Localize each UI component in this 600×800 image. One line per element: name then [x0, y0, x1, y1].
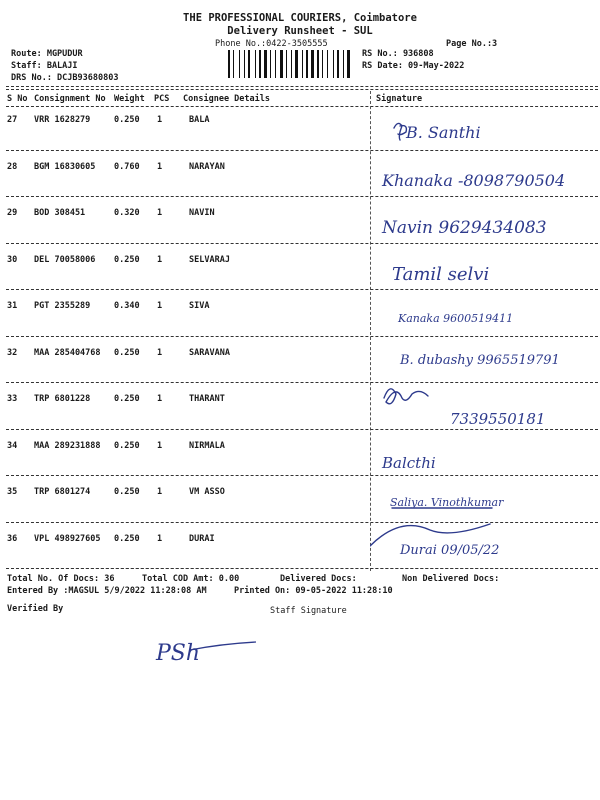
- signature-33-stroke: [384, 389, 428, 404]
- staff: Staff: BALAJI: [11, 61, 78, 71]
- row-pcs: 1: [157, 440, 163, 451]
- signature-36: Durai 09/05/22: [400, 543, 500, 558]
- barcode-bar: [235, 50, 238, 78]
- barcode-bar: [315, 50, 316, 78]
- row-sno: 30: [7, 254, 18, 265]
- total-cod: Total COD Amt: 0.00: [142, 574, 240, 584]
- rs-date: RS Date: 09-May-2022: [362, 61, 465, 71]
- row-pcs: 1: [157, 208, 163, 218]
- barcode-bar: [343, 50, 344, 78]
- signature-29: Navin 9629434083: [382, 218, 547, 238]
- verified-by: Verified By: [7, 604, 64, 614]
- total-docs: Total No. Of Docs: 36: [7, 574, 115, 584]
- barcode-bar: [270, 50, 271, 78]
- non-delivered-docs: Non Delivered Docs:: [402, 574, 500, 584]
- drs-number: DRS No.: DCJB93680803: [11, 73, 119, 83]
- row-consignment: VPL 498927605: [34, 533, 101, 544]
- signature-31: Kanaka 9600519411: [398, 312, 514, 325]
- row-sno: 31: [7, 301, 18, 311]
- barcode-bar: [264, 50, 267, 78]
- barcode-bar: [347, 50, 350, 78]
- barcode-bar: [277, 50, 279, 78]
- barcode-bar: [280, 50, 283, 78]
- barcode-bar: [293, 50, 294, 78]
- row-pcs: 1: [157, 254, 163, 265]
- row-weight: 0.250: [114, 533, 140, 544]
- barcode-bar: [262, 50, 263, 78]
- barcode-bar: [288, 50, 290, 78]
- barcode-bar: [302, 50, 303, 78]
- row-weight: 0.340: [114, 301, 140, 311]
- row-sno: 32: [7, 347, 18, 358]
- signature-34: Balcthi: [382, 454, 436, 472]
- barcode-bar: [311, 50, 314, 78]
- row-consignment: DEL 70058006: [34, 254, 96, 265]
- row-consignee: SELVARAJ: [189, 254, 230, 265]
- barcode-bar: [246, 50, 247, 78]
- route: Route: MGPUDUR: [11, 49, 83, 59]
- row-weight: 0.250: [114, 347, 140, 358]
- barcode-bar: [317, 50, 319, 78]
- header-rule-top: [6, 86, 598, 87]
- col-weight: Weight: [114, 94, 145, 104]
- row-consignment: BOD 308451: [34, 208, 86, 218]
- delivered-docs: Delivered Docs:: [280, 574, 357, 584]
- row-consignment: VRR 1628279: [34, 115, 91, 125]
- row-consignee: NIRMALA: [189, 440, 225, 451]
- barcode-bar: [228, 50, 230, 78]
- row-sno: 33: [7, 394, 18, 404]
- phone-number: Phone No.:0422-3505555: [215, 39, 328, 49]
- barcode-bar: [329, 50, 332, 78]
- barcode-bar: [248, 50, 250, 78]
- row-consignment: TRP 6801274: [34, 487, 91, 497]
- barcode-bar: [275, 50, 276, 78]
- row-pcs: 1: [157, 161, 163, 172]
- row-consignment: BGM 16830605: [34, 161, 96, 172]
- row-weight: 0.760: [114, 161, 140, 172]
- page-number: Page No.:3: [446, 39, 498, 49]
- printed-on: Printed On: 09-05-2022 11:28:10: [234, 586, 393, 596]
- signature-32: B. dubashy 9965519791: [400, 353, 560, 368]
- row-sno: 28: [7, 161, 18, 172]
- col-consignment: Consignment No: [34, 94, 106, 104]
- barcode-bar: [259, 50, 261, 78]
- barcode-bar: [309, 50, 310, 78]
- barcode-bar: [299, 50, 301, 78]
- barcode-bar: [239, 50, 240, 78]
- header-rule-bottom: [6, 106, 598, 107]
- row-pcs: 1: [157, 533, 163, 544]
- row-weight: 0.250: [114, 394, 140, 404]
- signature-35: Saliya. Vinothkumar: [390, 496, 504, 509]
- rs-number: RS No.: 936808: [362, 49, 434, 59]
- barcode-bar: [241, 50, 243, 78]
- row-sno: 34: [7, 440, 18, 451]
- signature-27: B. Santhi: [406, 123, 481, 142]
- col-pcs: PCS: [154, 94, 170, 104]
- barcode-bar: [333, 50, 334, 78]
- barcode-bar: [295, 50, 298, 78]
- signature-area: [370, 108, 598, 568]
- row-weight: 0.320: [114, 208, 140, 218]
- row-pcs: 1: [157, 394, 163, 404]
- row-sno: 29: [7, 208, 18, 218]
- barcode-bar: [255, 50, 256, 78]
- row-consignment: TRP 6801228: [34, 394, 91, 404]
- barcode-bar: [286, 50, 287, 78]
- staff-signature-label: Staff Signature: [270, 606, 347, 616]
- verifier-signature: [150, 628, 260, 672]
- barcode-bar: [320, 50, 321, 78]
- row-sno: 36: [7, 533, 18, 544]
- row-sno: 27: [7, 115, 18, 125]
- row-consignee: THARANT: [189, 394, 225, 404]
- row-weight: 0.250: [114, 487, 140, 497]
- company-name: THE PROFESSIONAL COURIERS, Coimbatore: [183, 12, 417, 24]
- barcode-bar: [327, 50, 328, 78]
- barcode: [228, 50, 356, 78]
- barcode-bar: [231, 50, 232, 78]
- barcode-bar: [272, 50, 274, 78]
- row-pcs: 1: [157, 347, 163, 358]
- barcode-bar: [351, 50, 352, 78]
- row-pcs: 1: [157, 301, 163, 311]
- barcode-bar: [340, 50, 342, 78]
- row-consignment: PGT 2355289: [34, 301, 91, 311]
- barcode-bar: [257, 50, 258, 78]
- barcode-bar: [306, 50, 308, 78]
- row-consignee: VM ASSO: [189, 487, 225, 497]
- col-signature: Signature: [376, 94, 423, 104]
- row-consignment: MAA 289231888: [34, 440, 101, 451]
- runsheet-title: Delivery Runsheet - SUL: [227, 25, 373, 37]
- col-consignee: Consignee Details: [183, 94, 270, 104]
- barcode-bar: [304, 50, 305, 78]
- barcode-bar: [337, 50, 339, 78]
- signature-33: 7339550181: [450, 410, 546, 428]
- barcode-bar: [268, 50, 269, 78]
- signature-27-stroke: [394, 123, 406, 140]
- row-weight: 0.250: [114, 440, 140, 451]
- signature-30: Tamil selvi: [392, 264, 490, 285]
- row-weight: 0.250: [114, 115, 140, 125]
- row-consignee: DURAI: [189, 533, 215, 544]
- row-consignment: MAA 285404768: [34, 347, 101, 358]
- row-sno: 35: [7, 487, 18, 497]
- row-consignee: SARAVANA: [189, 347, 230, 358]
- row-pcs: 1: [157, 487, 163, 497]
- row-consignee: NAVIN: [189, 208, 215, 218]
- barcode-bar: [324, 50, 326, 78]
- row-consignee: SIVA: [189, 301, 210, 311]
- barcode-bar: [244, 50, 245, 78]
- header-rule-top-2: [6, 89, 598, 90]
- barcode-bar: [291, 50, 292, 78]
- col-sno: S No: [7, 94, 28, 104]
- row-weight: 0.250: [114, 254, 140, 265]
- barcode-bar: [322, 50, 323, 78]
- barcode-bar: [335, 50, 336, 78]
- row-pcs: 1: [157, 115, 163, 125]
- barcode-bar: [251, 50, 254, 78]
- barcode-bar: [345, 50, 346, 78]
- barcode-bar: [233, 50, 234, 78]
- barcode-bar: [284, 50, 285, 78]
- entered-by: Entered By :MAGSUL 5/9/2022 11:28:08 AM: [7, 586, 207, 596]
- signature-28: Khanaka -8098790504: [382, 171, 566, 190]
- row-consignee: NARAYAN: [189, 161, 225, 172]
- footer-rule: [6, 568, 598, 569]
- row-consignee: BALA: [189, 115, 210, 125]
- verifier-signature-text: PSh: [156, 641, 201, 666]
